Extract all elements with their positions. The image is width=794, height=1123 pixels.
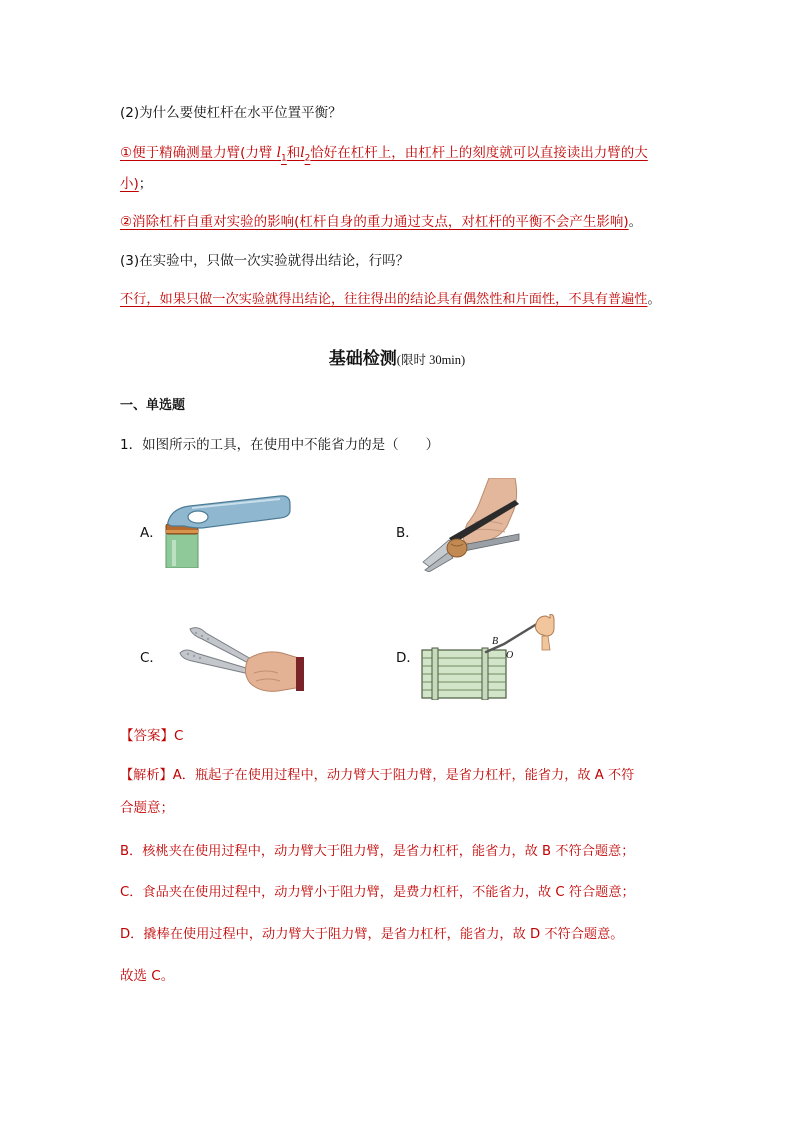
conclusion: 故选 C。 <box>120 968 175 984</box>
option-d-label[interactable]: D． <box>396 650 420 666</box>
q2-answer-1-line2: 小)； <box>120 176 153 192</box>
q2-question: (2)为什么要使杠杆在水平位置平衡？ <box>120 105 342 121</box>
q2-answer-1-line1: ①便于精确测量力臂(力臂 $l_1$和$l_2$恰好在杠杆上，由杠杆上的刻度就可以直接读出力臂的大 <box>120 145 648 164</box>
option-b-label[interactable]: B． <box>396 525 419 541</box>
point-o-label: O <box>506 650 514 661</box>
option-a-label[interactable]: A． <box>140 525 163 541</box>
analysis-a-line1: 【解析】A．瓶起子在使用过程中，动力臂大于阻力臂，是省力杠杆，能省力，故 A 不符 <box>120 768 635 783</box>
nutcracker-image <box>419 478 531 572</box>
food-tongs-image <box>174 623 304 695</box>
option-c-label[interactable]: C． <box>140 650 163 666</box>
part-heading: 一、单选题 <box>120 398 186 413</box>
point-b-label: B <box>492 636 499 647</box>
analysis-b: B．核桃夹在使用过程中，动力臂大于阻力臂，是省力杠杆，能省力，故 B 不符合题意； <box>120 844 635 859</box>
answer-line: 【答案】C <box>120 728 184 744</box>
q3-answer: 不行，如果只做一次实验就得出结论，往往得出的结论具有偶然性和片面性，不具有普遍性。 <box>120 292 661 307</box>
q3-question: (3)在实验中，只做一次实验就得出结论，行吗？ <box>120 253 410 269</box>
analysis-a-line2: 合题意； <box>120 800 174 816</box>
question-1-stem: 1．如图所示的工具，在使用中不能省力的是（ ） <box>120 437 440 453</box>
analysis-d: D．撬棒在使用过程中，动力臂大于阻力臂，是省力杠杆，能省力，故 D 不符合题意。 <box>120 927 624 942</box>
crowbar-crate-image <box>420 614 560 700</box>
section-heading: 基础检测(限时 30min) <box>328 349 466 369</box>
bottle-opener-image <box>162 492 292 568</box>
q2-answer-2: ②消除杠杆自重对实验的影响(杠杆自身的重力通过支点，对杠杆的平衡不会产生影响)。 <box>120 214 643 230</box>
analysis-c: C．食品夹在使用过程中，动力臂小于阻力臂，是费力杠杆，不能省力，故 C 符合题意； <box>120 885 635 900</box>
